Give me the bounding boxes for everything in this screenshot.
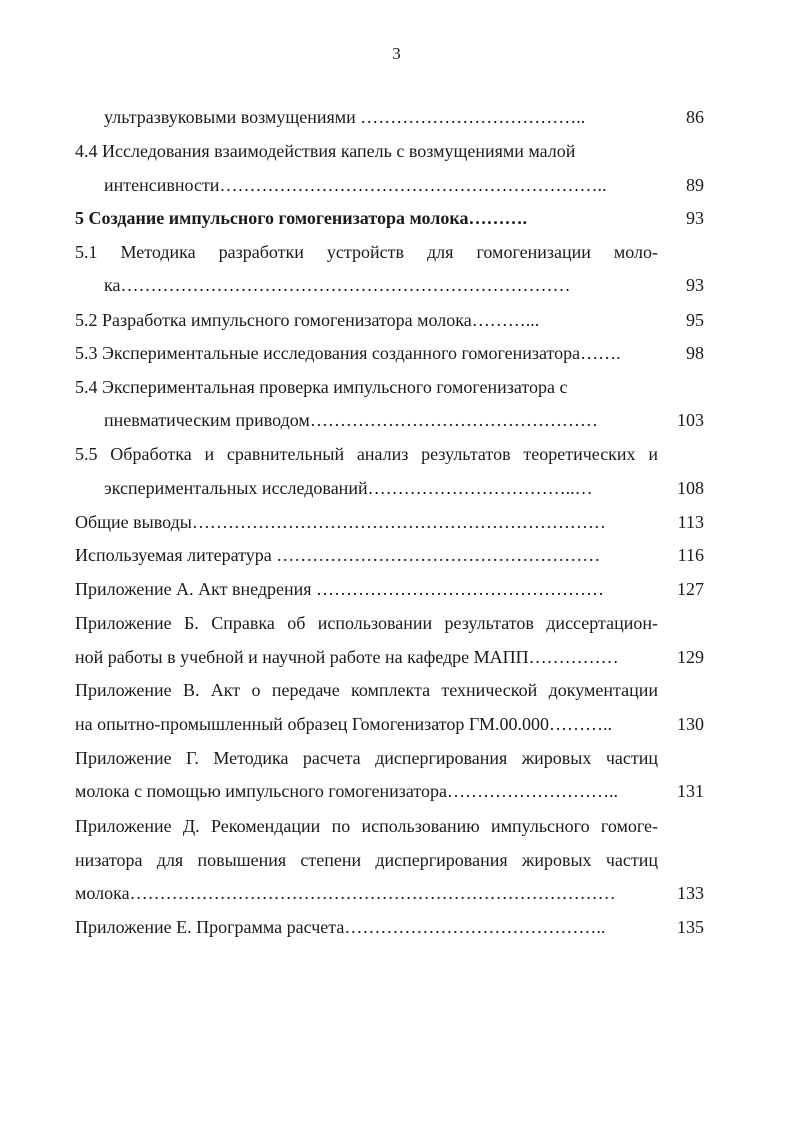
toc-entry-title: пневматическим приводом………………………………………… (104, 410, 598, 430)
toc-entry-page: 89 (686, 175, 704, 195)
toc-entry-title: 5.4 Экспериментальная проверка импульсного гомогенизатора с (75, 377, 568, 397)
toc-entry (0, 543, 793, 567)
toc-entry-title: на опытно-промышленный образец Гомогенизатор ГМ.00.000……….. (75, 714, 613, 734)
toc-entry (0, 240, 793, 264)
toc-entry-title: Приложение А. Акт внедрения ………………………………………… (75, 579, 605, 599)
toc-entry-title: экспериментальных исследований……………………………..… (104, 478, 593, 498)
toc-entry (0, 645, 793, 669)
toc-entry-page: 127 (677, 579, 704, 599)
toc-entry (0, 173, 793, 197)
toc-entry-page: 113 (677, 512, 704, 532)
toc-entry-title: Приложение Д. Рекомендации по использованию импульсного гомоге- (75, 816, 658, 836)
toc-entry (0, 206, 793, 230)
toc-entry (0, 105, 793, 129)
toc-entry (0, 577, 793, 601)
toc-entry (0, 341, 793, 365)
toc-entry-title: Используемая литература ……………………………………………… (75, 545, 601, 565)
toc-entry (0, 139, 793, 163)
toc-entry-title: Приложение Б. Справка об использовании результатов диссертацион- (75, 613, 658, 633)
toc-entry-title: ультразвуковыми возмущениями ……………………………….. (104, 107, 586, 127)
toc-entry-title: Приложение В. Акт о передаче комплекта технической документации (75, 680, 658, 700)
toc-entry-page: 116 (677, 545, 704, 565)
toc-entry-title: 4.4 Исследования взаимодействия капель с возмущениями малой (75, 141, 576, 161)
toc-entry-page: 129 (677, 647, 704, 667)
toc-entry-page: 93 (686, 275, 704, 295)
toc-entry-title: интенсивности……………………………………………………….. (104, 175, 607, 195)
toc-entry-page: 103 (677, 410, 704, 430)
toc-entry-title: ной работы в учебной и научной работе на кафедре МАПП…………… (75, 647, 619, 667)
toc-entry (0, 848, 793, 872)
toc-chapter-title: 5 Создание импульсного гомогенизатора молока………. (75, 208, 527, 228)
toc-entry (0, 712, 793, 736)
toc-entry (0, 814, 793, 838)
page-number: 3 (392, 44, 401, 63)
toc-entry-title: Общие выводы…………………………………………………………… (75, 512, 606, 532)
toc-entry-page: 108 (677, 478, 704, 498)
toc-entry-title: Приложение Е. Программа расчета…………………………………….. (75, 917, 606, 937)
toc-entry (0, 779, 793, 803)
toc-entry-page: 133 (677, 883, 704, 903)
toc-entry (0, 510, 793, 534)
toc-entry (0, 408, 793, 432)
toc-entry-page: 135 (677, 917, 704, 937)
toc-entry (0, 611, 793, 635)
toc-entry-title: 5.5 Обработка и сравнительный анализ результатов теоретических и (75, 444, 658, 464)
toc-entry-page: 93 (686, 208, 704, 228)
toc-entry (0, 476, 793, 500)
toc-entry (0, 442, 793, 466)
toc-entry-page: 86 (686, 107, 704, 127)
toc-entry (0, 881, 793, 905)
toc-entry-page: 131 (677, 781, 704, 801)
toc-entry-title: 5.2 Разработка импульсного гомогенизатора молока………... (75, 310, 540, 330)
toc-entry (0, 375, 793, 399)
toc-entry (0, 273, 793, 297)
toc-entry (0, 308, 793, 332)
toc-entry-title: низатора для повышения степени диспергирования жировых частиц (75, 850, 658, 870)
toc-entry-title: Приложение Г. Методика расчета диспергирования жировых частиц (75, 748, 658, 768)
toc-entry-title: 5.3 Экспериментальные исследования созданного гомогенизатора……. (75, 343, 621, 363)
toc-entry (0, 915, 793, 939)
toc-entry-page: 95 (686, 310, 704, 330)
toc-entry-title: молока……………………………………………………………………… (75, 883, 616, 903)
toc-entry-page: 98 (686, 343, 704, 363)
toc-entry (0, 746, 793, 770)
toc-entry-title: молока с помощью импульсного гомогенизатора……………………….. (75, 781, 619, 801)
toc-entry-title: 5.1 Методика разработки устройств для гомогенизации моло- (75, 242, 658, 262)
toc-entry-title: ка………………………………………………………………… (104, 275, 571, 295)
toc-entry-page: 130 (677, 714, 704, 734)
toc-entry (0, 678, 793, 702)
